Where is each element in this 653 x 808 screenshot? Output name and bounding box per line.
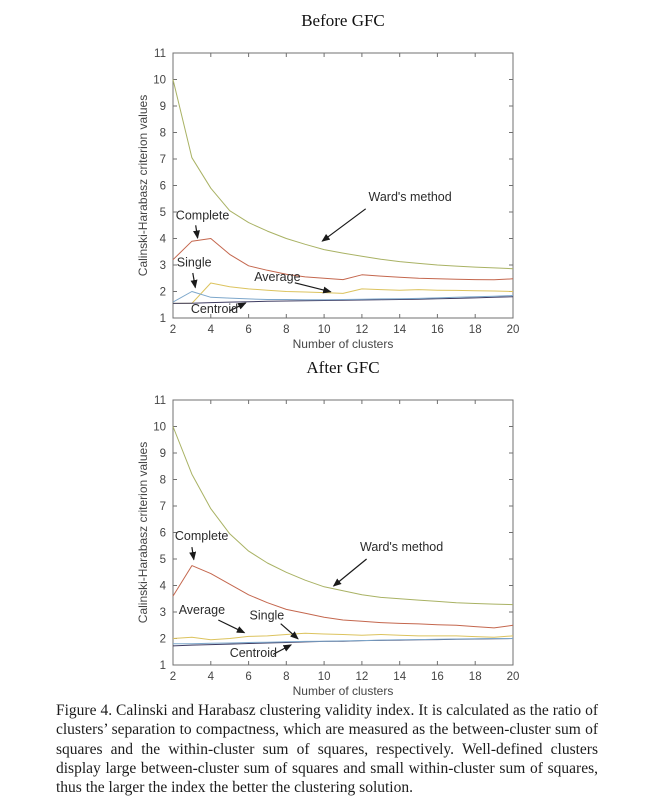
y-tick-label: 4: [159, 580, 166, 593]
y-tick-label: 3: [159, 607, 166, 619]
annotation-label-single: Single: [249, 608, 285, 623]
before-gfc-chart: [0, 0, 653, 352]
annotation-arrow-average: [218, 620, 244, 633]
annotation-label-centroid: Centroid: [190, 302, 239, 317]
y-tick-label: 8: [159, 474, 166, 487]
y-tick-label: 6: [159, 180, 166, 193]
series-line-complete: [173, 239, 513, 280]
chart-title: Before GFC: [301, 11, 385, 30]
y-tick-label: 1: [159, 313, 166, 325]
y-tick-label: 11: [154, 48, 166, 60]
series-line-complete: [173, 566, 513, 628]
y-tick-label: 2: [159, 633, 166, 646]
x-tick-label: 18: [468, 324, 482, 336]
y-tick-label: 6: [159, 527, 166, 540]
x-axis-label: Number of clusters: [292, 337, 394, 351]
y-tick-label: 9: [159, 448, 166, 460]
y-tick-label: 3: [159, 260, 166, 272]
annotation-label-average: Average: [254, 269, 301, 284]
annotation-label-complete: Complete: [174, 528, 229, 543]
y-tick-label: 8: [159, 127, 166, 140]
x-tick-label: 14: [393, 324, 407, 336]
x-tick-label: 2: [169, 324, 177, 336]
y-tick-label: 4: [159, 233, 166, 246]
x-tick-label: 2: [169, 671, 177, 683]
series-line-centroid: [173, 639, 513, 646]
x-tick-label: 10: [317, 671, 331, 683]
annotation-label-average: Average: [178, 603, 226, 618]
annotation-arrow-single: [281, 624, 298, 639]
y-tick-label: 5: [159, 554, 166, 566]
annotation-arrow-ward-s-method: [322, 209, 366, 241]
x-tick-label: 20: [506, 324, 520, 336]
y-tick-label: 9: [159, 101, 166, 113]
x-tick-label: 4: [207, 671, 215, 683]
x-tick-label: 10: [317, 324, 331, 336]
x-tick-label: 18: [468, 671, 482, 683]
annotation-arrow-ward-s-method: [334, 559, 367, 586]
annotation-label-centroid: Centroid: [229, 646, 277, 661]
annotation-label-complete: Complete: [175, 208, 230, 223]
y-tick-label: 5: [159, 207, 166, 219]
annotation-label-ward-s-method: Ward's method: [368, 189, 452, 204]
y-axis-label: Calinski-Harabasz criterion values: [136, 94, 150, 277]
y-tick-label: 11: [154, 395, 166, 407]
y-tick-label: 7: [159, 154, 166, 166]
series-line-ward-s-method: [173, 80, 513, 269]
x-tick-label: 8: [283, 671, 290, 683]
figure-caption: Figure 4. Calinski and Harabasz clustering validity index. It is calculated as the ratio of clusters’ separation to compactness, which are measured as the between-cluster sum of squares and the within-cluster sum of squares, respectively. Well-defined clusters display large between-cluster sum of squares and small within-cluster sum of squares, thus the larger the index the better the clustering solution.: [56, 702, 598, 797]
annotation-arrow-complete: [192, 547, 194, 559]
x-tick-label: 16: [431, 324, 444, 336]
x-tick-label: 8: [283, 324, 290, 336]
x-tick-label: 12: [355, 671, 369, 683]
x-tick-label: 20: [506, 671, 520, 683]
x-tick-label: 6: [245, 324, 252, 336]
y-tick-label: 1: [159, 660, 166, 672]
y-axis-label: Calinski-Harabasz criterion values: [136, 441, 150, 624]
annotation-arrow-average: [295, 283, 331, 292]
x-tick-label: 16: [431, 671, 444, 683]
annotation-label-ward-s-method: Ward's method: [360, 540, 444, 555]
x-tick-label: 12: [355, 324, 369, 336]
x-tick-label: 14: [393, 671, 407, 683]
y-tick-label: 10: [153, 421, 166, 434]
annotation-arrow-single: [193, 273, 196, 288]
y-tick-label: 10: [153, 74, 166, 87]
chart-title: After GFC: [306, 358, 380, 377]
x-tick-label: 6: [245, 671, 252, 683]
x-tick-label: 4: [207, 324, 215, 336]
y-tick-label: 7: [159, 501, 166, 513]
plot-box: [173, 53, 513, 318]
after-gfc-chart: [0, 352, 653, 701]
x-axis-label: Number of clusters: [292, 684, 394, 698]
y-tick-label: 2: [159, 286, 166, 299]
annotation-label-single: Single: [176, 255, 212, 270]
annotation-arrow-complete: [196, 225, 198, 238]
